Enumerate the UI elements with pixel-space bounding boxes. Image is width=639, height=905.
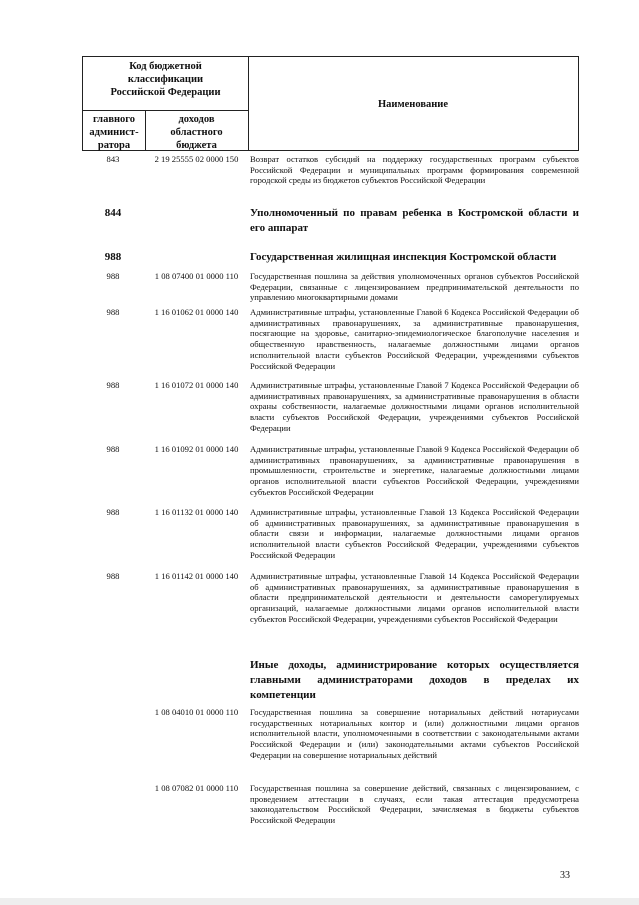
row-description: Государственная пошлина за действия уполномоченных органов субъектов Российской Федерации, связанные с лицензированием предпринимательской деятельности по управлению многоквартирными домами	[250, 271, 579, 303]
row-income-code: 1 08 07400 01 0000 110	[154, 271, 239, 281]
row-income-code: 1 16 01142 01 0000 140	[154, 571, 239, 581]
row-income-code: 1 08 07082 01 0000 110	[154, 783, 239, 793]
row-income-code: 1 08 04010 01 0000 110	[154, 707, 239, 717]
row-description: Административные штрафы, установленные Главой 6 Кодекса Российской Федерации об административных правонарушениях, за административные правонарушения, посягающие на здоровье, санитарно-эпидемиологическое благополучие населения и общественную нравственность, налагаемые должностными лицами органов исполнительной власти субъектов Российской Федерации, учреждениями субъектов Российской Федерации	[250, 307, 579, 371]
header-col-admin: главного админист- ратора	[89, 114, 139, 151]
row-description: Административные штрафы, установленные Главой 13 Кодекса Российской Федерации об административных правонарушениях, за административные правонарушения в области связи и информации, налагаемые должностными лицами органов исполнительной власти субъектов Российской Федерации, учреждениями субъектов Российской Федерации	[250, 507, 579, 560]
section-title: Иные доходы, администрирование которых осуществляется главными администраторами доходов в пределах их компетенции	[250, 659, 579, 701]
row-income-code: 1 16 01092 01 0000 140	[154, 444, 239, 454]
row-income-code: 1 16 01062 01 0000 140	[154, 307, 239, 317]
row-income-code: 2 19 25555 02 0000 150	[154, 154, 239, 164]
row-admin-code: 843	[106, 154, 120, 164]
section-title: Уполномоченный по правам ребенка в Костромской области и его аппарат	[250, 207, 579, 234]
scan-edge	[0, 898, 639, 905]
section-admin-code: 988	[104, 251, 122, 263]
header-col-name: Наименование	[378, 99, 448, 110]
row-description: Государственная пошлина за совершение нотариальных действий нотариусами государственных нотариальных контор и (или) должностными лицами органов исполнительной власти, уполномоченными в соответствии с законодательными актами Российской Федерации и (или) законодательными актами субъектов Российской Федерации на совершение нотариальных действий	[250, 707, 579, 760]
row-income-code: 1 16 01132 01 0000 140	[154, 507, 239, 517]
table-header	[82, 56, 579, 151]
row-description: Административные штрафы, установленные Главой 7 Кодекса Российской Федерации об административных правонарушениях, за административные правонарушения в области охраны собственности, налагаемые должностными лицами органов исполнительной власти субъектов Российской Федерации, учреждениями субъектов Российской Федерации	[250, 380, 579, 433]
row-description: Административные штрафы, установленные Главой 14 Кодекса Российской Федерации об административных правонарушениях, за административные правонарушения в области предпринимательской деятельности и деятельности саморегулируемых организаций, налагаемые должностными лицами органов исполнительной власти субъектов Российской Федерации, учреждениями субъектов Российской Федерации	[250, 571, 579, 624]
row-admin-code: 988	[106, 380, 120, 390]
row-income-code: 1 16 01072 01 0000 140	[154, 380, 239, 390]
page-number: 33	[560, 870, 570, 881]
row-admin-code: 988	[106, 307, 120, 317]
row-description: Возврат остатков субсидий на поддержку государственных программ субъектов Российской Федерации и муниципальных программ формирования современной городской среды из бюджетов субъектов Российской Федерации	[250, 154, 579, 186]
header-col-income: доходов областного бюджета	[170, 114, 223, 151]
row-description: Административные штрафы, установленные Главой 9 Кодекса Российской Федерации об административных правонарушениях, за административные правонарушения в промышленности, строительстве и энергетике, налагаемые должностными лицами органов исполнительной власти субъектов Российской Федерации, учреждениями субъектов Российской Федерации	[250, 444, 579, 497]
row-admin-code: 988	[106, 571, 120, 581]
row-admin-code: 988	[106, 507, 120, 517]
section-title: Государственная жилищная инспекция Костромской области	[250, 251, 557, 263]
row-description: Государственная пошлина за совершение действий, связанных с лицензированием, с проведением аттестации в случаях, если такая аттестация предусмотрена законодательством Российской Федерации, зачисляемая в бюджеты субъектов Российской Федерации	[250, 783, 579, 826]
section-admin-code: 844	[104, 207, 122, 219]
row-admin-code: 988	[106, 271, 120, 281]
header-code-group: Код бюджетной классификации Российской Федерации	[110, 61, 221, 98]
row-admin-code: 988	[106, 444, 120, 454]
